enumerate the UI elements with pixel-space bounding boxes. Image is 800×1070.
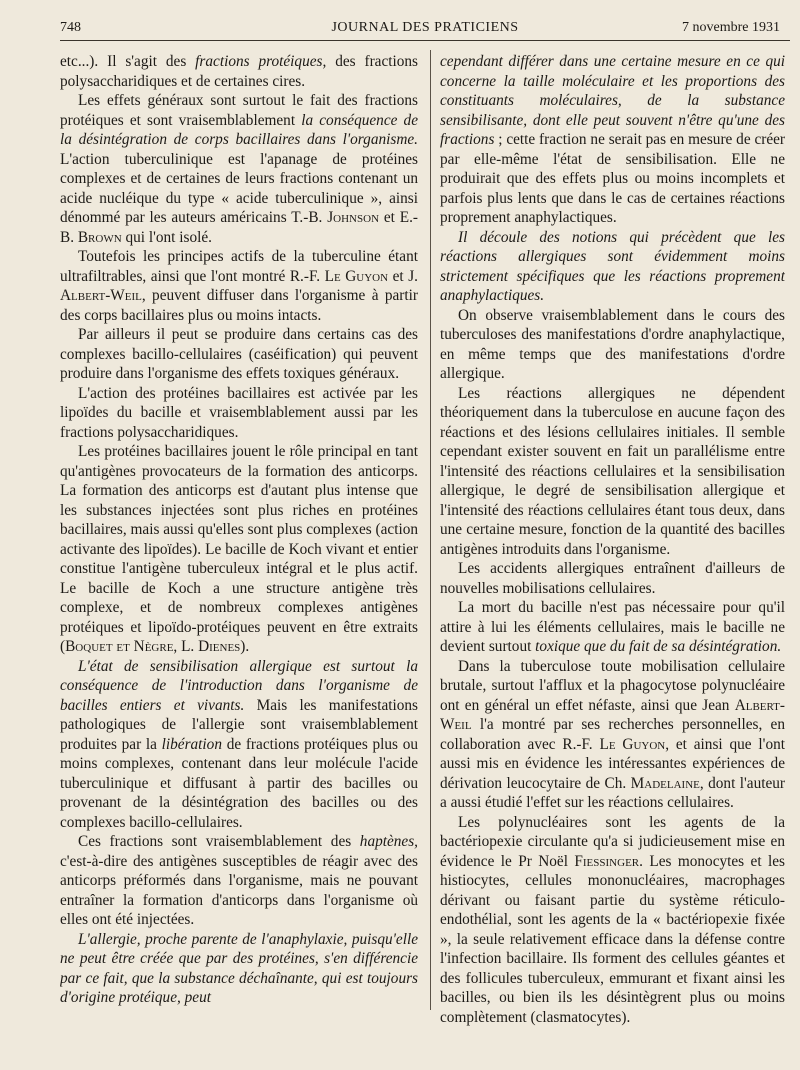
paragraph xyxy=(60,91,418,247)
italic-text: L'allergie, proche parente de l'anaphylaxie, puisqu'elle ne peut être créée que par des protéines, s'en différencie par ce fait, que la substance déchaînante, qui est toujours d'origine protéique, peut xyxy=(60,930,418,1006)
paragraph xyxy=(60,384,418,443)
text-run: Les effets généraux sont surtout le fait des fractions protéiques et sont vraisemblablement xyxy=(60,92,418,129)
paragraph xyxy=(440,559,785,598)
italic-text: la conséquence de la désintégration de corps bacillaires dans l'organisme. xyxy=(60,111,418,148)
italic-text: toxique que du fait de sa désintégration. xyxy=(535,638,782,655)
italic-text: haptènes, xyxy=(359,833,418,850)
paragraph xyxy=(440,384,785,560)
text-run: Mais les manifestations pathologiques de l'allergie sont vraisemblablement produites par la xyxy=(60,696,418,753)
author-name: Albert-Weil xyxy=(440,696,785,733)
paragraph xyxy=(60,442,418,657)
text-run: c'est-à-dire des antigènes susceptibles de réagir avec des anticorps préformés dans l'organisme, mais ne pouvant entraîner la formation d'anticorps dans l'organisme où elles ont été injectées. xyxy=(60,852,418,928)
italic-text: fractions protéiques, xyxy=(195,53,327,70)
journal-title: JOURNAL DES PRATICIENS xyxy=(331,20,519,35)
author-name: Albert-Weil xyxy=(60,287,142,304)
text-run: Toutefois les principes actifs de la tuberculine étant ultrafiltrables, ainsi que l'ont montré R.-F. xyxy=(60,248,418,285)
paragraph xyxy=(60,247,418,325)
text-run: Par ailleurs il peut se produire dans certains cas des complexes bacillo-cellulaires (caséification) qui peuvent produire dans l'organisme des effets toxiques généraux. xyxy=(60,326,418,382)
right-column xyxy=(440,52,785,1062)
text-run: On observe vraisemblablement dans le cours des tuberculoses des manifestations d'ordre anaphylactique, en même temps que des manifestations d'ordre allergique. xyxy=(440,306,785,382)
text-run: , peuvent diffuser dans l'organisme à partir des corps bacillaires plus ou moins intacts. xyxy=(60,287,418,324)
text-run: ; cette fraction ne serait pas en mesure de créer par elle-même l'état de sensibilisation. Elle ne produirait que des effets plus ou moins incomplets et parfois plus lents que dans le cas de certaines réactions proprement anaphylactiques. xyxy=(440,131,785,226)
issue-date: 7 novembre 1931 xyxy=(682,20,780,35)
author-name: Le Guyon xyxy=(324,267,389,285)
paragraph xyxy=(440,657,785,813)
paragraph xyxy=(440,598,785,657)
paragraph xyxy=(60,657,418,833)
running-header xyxy=(60,18,790,41)
text-run: Les polynucléaires sont les agents de la bactériopexie circulante qu'a si judicieusement mise en évidence le Pr Noël xyxy=(440,813,785,870)
author-name: Madelaine xyxy=(630,774,700,792)
paragraph xyxy=(440,52,785,228)
text-run: , et ainsi que l'ont aussi mis en évidence les intéressantes expériences de dérivation leucocytaire de Ch. xyxy=(440,735,785,792)
paragraph xyxy=(60,325,418,384)
text-run: . Les monocytes et les histiocytes, cellules mononucléaires, macrophages dérivant ou faisant partie du système réticulo-endothélial, sont les agents de la « bactériopexie fixée », la seule relativement efficace dans la défense contre l'infection bacillaire. Ils forment des cellules géantes et des follicules tuberculeux, emmurant et fixant ainsi les bacilles, ou bien ils les désintègrent plus ou moins complètement (clasmatocytes). xyxy=(440,852,785,1026)
page-number: 748 xyxy=(60,20,81,35)
paragraph xyxy=(440,306,785,384)
text-run: ). xyxy=(240,638,250,655)
text-run: Ces fractions sont vraisemblablement des xyxy=(78,833,360,850)
author-name: Fiessinger xyxy=(574,852,640,870)
text-run: Dans la tuberculose toute mobilisation cellulaire brutale, surtout l'afflux et la phagocytose polynucléaire ont en général un effet néfaste, ainsi que Jean xyxy=(440,657,785,714)
italic-text: cependant différer dans une certaine mesure en ce qui concerne la taille moléculaire et les proportions des constituants moléculaires, de la substance sensibilisante, dont elle peut souvent n'être qu'une des fractions xyxy=(440,53,785,148)
text-run: et E.-B. xyxy=(60,209,418,246)
text-run: etc...). Il s'agit des xyxy=(60,53,196,70)
text-run: qui l'ont isolé. xyxy=(121,228,212,246)
text-run: et J. xyxy=(388,267,418,285)
italic-text: libération xyxy=(161,735,222,753)
text-run: , dont l'auteur a aussi étudié l'effet sur les réactions cellulaires. xyxy=(440,774,785,811)
text-run: Les protéines bacillaires jouent le rôle principal en tant qu'antigènes provocateurs de la formation des anticorps. La formation des anticorps est d'autant plus intense que les substances injectées sont plus riches en protéines bacillaires, mais aussi qu'elles sont plus complexes (action activante des lipoïdes). Le bacille de Koch vivant et entier constitue l'antigène tuberculeux intégral et le plus actif. Le bacille de Koch a une structure antigène très complexe, et de nombreux complexes antigènes protéiques et lipoïdo-protéiques peuvent en être extraits ( xyxy=(60,443,418,655)
left-column xyxy=(60,52,418,1062)
italic-text: L'état de sensibilisation allergique est surtout la conséquence de l'introduction dans l'organisme de bacilles entiers et vivants. xyxy=(60,657,418,714)
text-run: La mort du bacille n'est pas nécessaire pour qu'il attire à lui les éléments cellulaires, mais le bacille ne devient surtout xyxy=(440,599,785,655)
text-run: Les réactions allergiques ne dépendent théoriquement dans la tuberculose en aucune façon des réactions et des lésions cellulaires initiales. Il semble cependant exister souvent en fait un parallélisme entre l'intensité des réactions cellulaires et la sensibilisation allergique, le degré de sensibilisation allergique et l'intensité des réactions cellulaires étant tous deux, dans une certaine mesure, fonction de la quantité des bacilles antigènes introduits dans l'organisme. xyxy=(440,384,785,558)
paragraph xyxy=(60,832,418,930)
paragraph xyxy=(440,228,785,306)
paragraph xyxy=(60,52,418,91)
column-divider xyxy=(430,50,431,1010)
italic-text: Il découle des notions qui précèdent que les réactions allergiques sont évidemment moins strictement spécifiques que les réactions proprement anaphylactiques. xyxy=(440,228,785,304)
text-run: de fractions protéiques plus ou moins complexes, contenant dans leur molécule l'acide tuberculinique et diffusant à partir des bacilles ou provenant de la désintégration des bacilles ou des complexes bacillo-cellulaires. xyxy=(60,735,418,831)
text-run: L'action tuberculinique est l'apanage de protéines complexes et de certaines de leurs fractions contenant un acide nucléique du type « acide tuberculinique », ainsi dénommé par les auteurs américains T.-B. xyxy=(60,150,418,226)
text-run: des fractions polysaccharidiques et de certaines cires. xyxy=(60,53,418,90)
text-run: L'action des protéines bacillaires est activée par les lipoïdes du bacille et vraisemblablement aussi par les fractions polysaccharidiques. xyxy=(60,384,418,441)
text-run: l'a montré par ses recherches personnelles, en collaboration avec R.-F. xyxy=(440,716,785,753)
author-name: Brown xyxy=(77,228,122,246)
paragraph xyxy=(440,813,785,1028)
author-name: Johnson xyxy=(327,209,380,226)
author-name: Boquet et Nègre, L. Dienes xyxy=(65,638,241,655)
text-run: Les accidents allergiques entraînent d'ailleurs de nouvelles mobilisations cellulaires. xyxy=(440,560,785,597)
author-name: Le Guyon xyxy=(599,735,666,753)
paragraph xyxy=(60,930,418,1008)
